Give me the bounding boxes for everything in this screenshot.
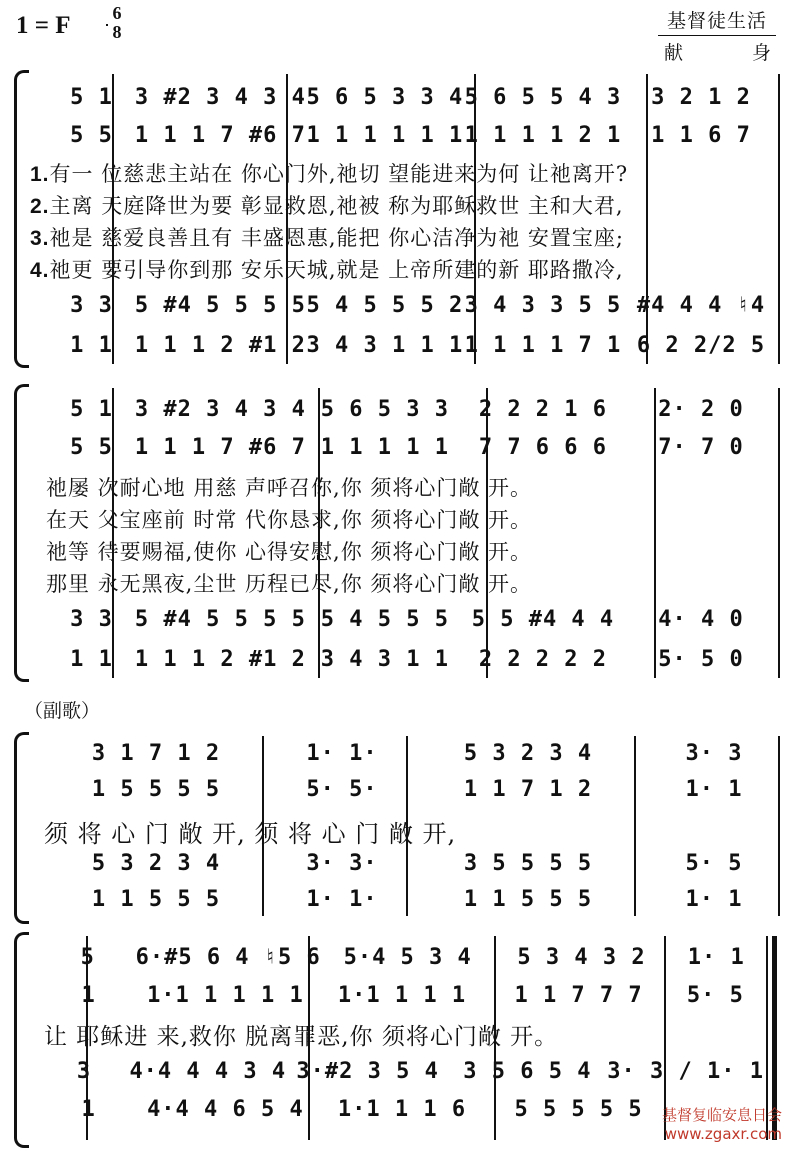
system-1: [0, 66, 800, 370]
lyric-verse-3: 祂等 待要赐福,使你 心得安慰,你 须将心门敞 开。: [46, 540, 533, 564]
lyric-verse-3: 3.祂是 慈爱良善且有 丰盛恩惠,能把 你心洁净为祂 安置宝座;: [30, 226, 624, 250]
staff-row-soprano: 5 1 3 #2 3 4 3 4 5 6 5 3 3 4 5 6 5 5 4 3 3 2 1 2: [70, 84, 751, 110]
lyric-chorus-ending: 让 耶稣进 来,救你 脱离罪恶,你 须将心门敞 开。: [44, 1024, 559, 1050]
system-brace: [14, 70, 29, 368]
staff-row-bass: 1 4·4 4 6 5 4 1·1 1 1 6 5 5 5 5 5: [81, 1096, 643, 1122]
lyric-verse-2: 在天 父宝座前 时常 代你恳求,你 须将心门敞 开。: [46, 508, 533, 532]
staff-row-alto: 5 5 1 1 1 7 #6 7 1 1 1 1 1 7 7 6 6 6 7· 7 0: [70, 434, 744, 460]
time-top: 6: [112, 3, 122, 23]
staff-row-alto: 1 5 5 5 5 5· 5· 1 1 7 1 2 1· 1: [91, 776, 743, 802]
time-bottom: 8: [112, 22, 122, 42]
category: 献 身: [664, 42, 772, 64]
lyric-verse-1: 1.有一 位慈悲主站在 你心门外,祂切 望能进来为何 让祂离开?: [30, 162, 629, 186]
staff-row-bass: 1 1 5 5 5 1· 1· 1 1 5 5 5 1· 1: [91, 886, 743, 912]
staff-row-tenor: 3 3 5 #4 5 5 5 5 5 4 5 5 5 5 5 #4 4 4 4· 4 0: [70, 606, 744, 632]
system-brace: [14, 932, 29, 1148]
chorus-label: （副歌）: [24, 700, 101, 722]
system-brace: [14, 384, 29, 682]
source-title: 基督徒生活: [658, 6, 776, 36]
watermark: 基督复临安息日会 www.zgaxr.com: [661, 1106, 782, 1143]
staff-row-alto: 5 5 1 1 1 7 #6 7 1 1 1 1 1 1 1 1 1 1 2 1 1 1 6 7: [70, 122, 751, 148]
staff-row-soprano: 5 6·#5 6 4 ♮5 6 5·4 5 3 4 5 3 4 3 2 1· 1: [80, 944, 745, 970]
staff-row-bass: 1 1 1 1 1 2 #1 2 3 4 3 1 1 2 2 2 2 2 5· 5 0: [70, 646, 744, 672]
staff-row-tenor: 3 3 5 #4 5 5 5 5 5 4 5 5 5 2 3 4 3 3 5 5 #4 4 4 ♮4: [70, 292, 766, 318]
source-info: [658, 6, 776, 65]
time-signature: [106, 4, 128, 42]
lyric-verse-4: 4.祂更 要引导你到那 安乐天城,就是 上帝所建的新 耶路撒冷,: [30, 258, 624, 282]
lyric-verse-4: 那里 永无黑夜,尘世 历程已尽,你 须将心门敞 开。: [46, 572, 533, 596]
system-3: [0, 730, 800, 920]
lyric-verse-1: 祂屡 次耐心地 用慈 声呼召你,你 须将心门敞 开。: [46, 476, 533, 500]
staff-row-tenor: 5 3 2 3 4 3· 3· 3 5 5 5 5 5· 5: [91, 850, 743, 876]
staff-row-bass: 1 1 1 1 1 2 #1 2 3 4 3 1 1 1 1 1 1 1 7 1 6 2 2/2 5: [70, 332, 766, 358]
key-signature: 1 = F: [16, 12, 71, 39]
staff-row-soprano: 3 1 7 1 2 1· 1· 5 3 2 3 4 3· 3: [91, 740, 743, 766]
staff-row-tenor: 3 4·4 4 4 3 4 3·#2 3 5 4 3 5 6 5 4 3· 3 / 1· 1: [76, 1058, 764, 1084]
staff-row-soprano: 5 1 3 #2 3 4 3 4 5 6 5 3 3 2 2 2 1 6 2· 2 0: [70, 396, 744, 422]
system-2: [0, 380, 800, 684]
staff-row-alto: 1 1·1 1 1 1 1 1·1 1 1 1 1 1 7 7 7 5· 5: [81, 982, 744, 1008]
lyric-chorus: 须 将 心 门 敞 开, 须 将 心 门 敞 开,: [44, 820, 457, 848]
system-brace: [14, 732, 29, 924]
lyric-verse-2: 2.主离 天庭降世为要 彰显救恩,祂被 称为耶稣救世 主和大君,: [30, 194, 624, 218]
header: [0, 0, 800, 66]
